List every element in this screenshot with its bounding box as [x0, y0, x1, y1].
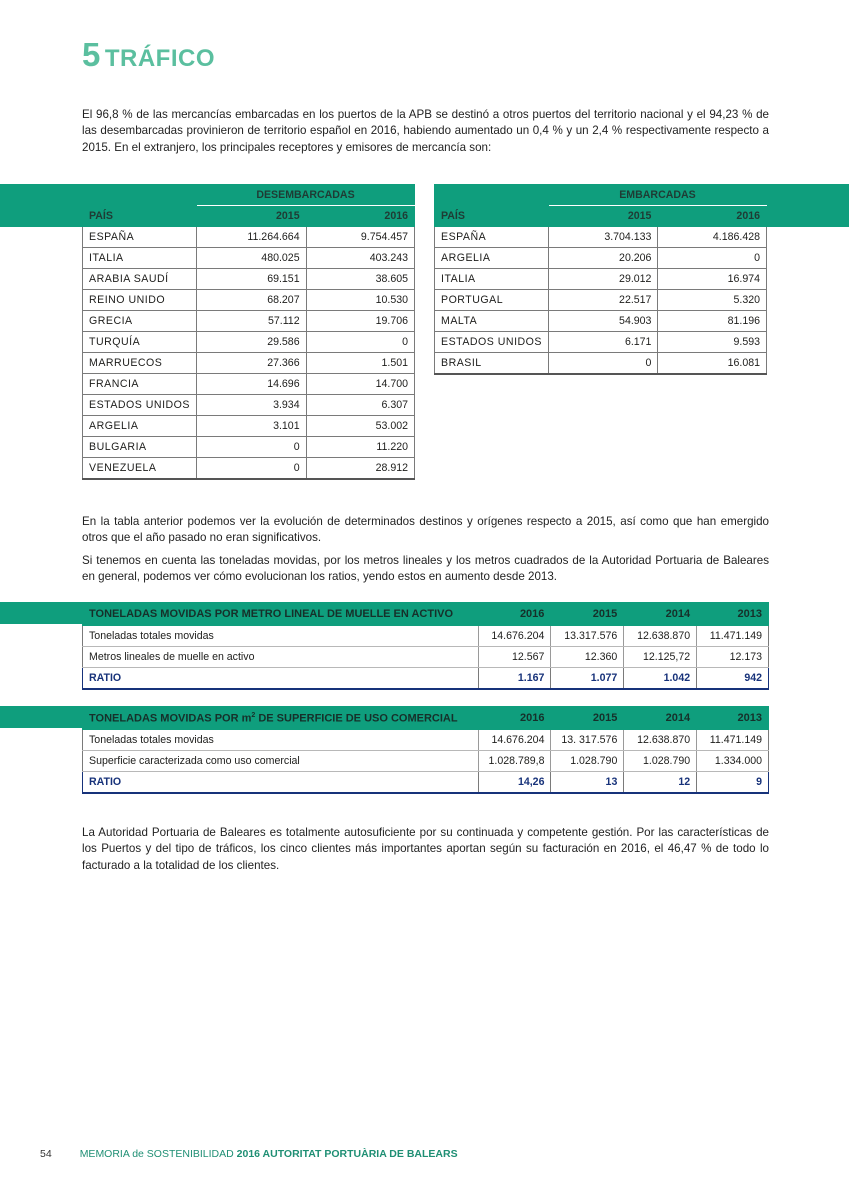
country-cell: ARABIA SAUDÍ: [83, 269, 197, 290]
value-2016-cell: 0: [658, 248, 767, 269]
row-label: Toneladas totales movidas: [83, 626, 479, 647]
value-2016-cell: 38.605: [306, 269, 414, 290]
row-label: Toneladas totales movidas: [83, 730, 479, 751]
ratio-surface-title: [83, 707, 479, 730]
country-cell: ITALIA: [435, 269, 549, 290]
intro-paragraph: El 96,8 % de las mercancías embarcadas en los puertos de la APB se destinó a otros puertos del territorio nacional y el 94,23 % de las desembarcadas provinieron de territorio español en 2016, habiendo aumentado un 0,4 % y un 2,4 % respectivamente respecto a 2015. En el extranjero, los principales receptores y emisores de mercancía son:: [82, 108, 769, 154]
table-row: [435, 311, 767, 332]
embarcadas-col-2016: 2016: [658, 206, 767, 227]
ratio-surface-year: 2014: [624, 707, 697, 730]
value-2016-cell: 16.081: [658, 353, 767, 375]
value-2016-cell: 4.186.428: [658, 227, 767, 248]
footer-bold: 2016 AUTORITAT PORTUÀRIA DE BALEARS: [236, 1148, 458, 1160]
table-row: [83, 458, 415, 480]
embarcadas-col-country: PAÍS: [435, 206, 549, 227]
ratio-value-cell: 12: [624, 772, 697, 794]
ratio-linear-year: 2013: [697, 603, 769, 626]
value-2015-cell: 68.207: [196, 290, 306, 311]
ratio-surface-title-post: DE SUPERFICIE DE USO COMERCIAL: [255, 712, 458, 725]
country-cell: MALTA: [435, 311, 549, 332]
ratio-label: RATIO: [83, 668, 479, 690]
section-title: [82, 36, 215, 74]
ratio-value-cell: 942: [697, 668, 769, 690]
value-2016-cell: 9.593: [658, 332, 767, 353]
value-2016-cell: 53.002: [306, 416, 414, 437]
table-row: [83, 395, 415, 416]
value-cell: 1.028.789,8: [478, 751, 551, 772]
ratio-surface-year: 2013: [697, 707, 769, 730]
ratio-value-cell: 14,26: [478, 772, 551, 794]
value-cell: 12.125,72: [624, 647, 697, 668]
ratio-linear-year: 2016: [478, 603, 551, 626]
value-2016-cell: 9.754.457: [306, 227, 414, 248]
value-cell: 12.638.870: [624, 626, 697, 647]
ratio-value-cell: 9: [697, 772, 769, 794]
country-cell: ESTADOS UNIDOS: [83, 395, 197, 416]
table-ratio-linear: [82, 602, 769, 690]
value-2015-cell: 20.206: [548, 248, 657, 269]
value-cell: 1.028.790: [551, 751, 624, 772]
band-ratio-surface: [0, 706, 82, 728]
desembarcadas-col-2015: 2015: [196, 206, 306, 227]
value-2015-cell: 0: [548, 353, 657, 375]
ratio-row: [83, 668, 769, 690]
value-cell: 12.360: [551, 647, 624, 668]
table-row: [83, 227, 415, 248]
value-2016-cell: 19.706: [306, 311, 414, 332]
table-row: [83, 437, 415, 458]
desembarcadas-col-country: PAÍS: [83, 206, 197, 227]
country-cell: REINO UNIDO: [83, 290, 197, 311]
table-row: [83, 416, 415, 437]
value-cell: 13. 317.576: [551, 730, 624, 751]
country-cell: ITALIA: [83, 248, 197, 269]
table-row: [83, 332, 415, 353]
ratios-paragraph: Si tenemos en cuenta las toneladas movidas, por los metros lineales y los metros cuadrados de la Autoridad Portuaria de Baleares en general, podemos ver cómo evolucionan los ratios, yendo estos en aumento desde 2013.: [82, 554, 769, 584]
band-ratio-linear: [0, 602, 82, 624]
value-2016-cell: 14.700: [306, 374, 414, 395]
value-cell: 14.676.204: [478, 626, 551, 647]
value-2015-cell: 54.903: [548, 311, 657, 332]
country-cell: ESPAÑA: [83, 227, 197, 248]
value-2015-cell: 27.366: [196, 353, 306, 374]
country-cell: BRASIL: [435, 353, 549, 375]
value-cell: 14.676.204: [478, 730, 551, 751]
country-cell: ESPAÑA: [435, 227, 549, 248]
row-label: Metros lineales de muelle en activo: [83, 647, 479, 668]
value-2015-cell: 29.586: [196, 332, 306, 353]
value-2016-cell: 1.501: [306, 353, 414, 374]
ratio-value-cell: 1.077: [551, 668, 624, 690]
table-ratio-surface: [82, 706, 769, 794]
value-2016-cell: 6.307: [306, 395, 414, 416]
value-2015-cell: 22.517: [548, 290, 657, 311]
value-cell: 11.471.149: [697, 730, 769, 751]
table-row: [435, 290, 767, 311]
table-row: [83, 730, 769, 751]
country-cell: TURQUÍA: [83, 332, 197, 353]
value-2015-cell: 0: [196, 437, 306, 458]
value-cell: 1.028.790: [624, 751, 697, 772]
country-cell: VENEZUELA: [83, 458, 197, 480]
country-cell: ESTADOS UNIDOS: [435, 332, 549, 353]
value-2015-cell: 57.112: [196, 311, 306, 332]
table-row: [435, 227, 767, 248]
table-row: [83, 374, 415, 395]
page-number: 54: [40, 1148, 52, 1160]
embarcadas-group-header: EMBARCADAS: [548, 185, 766, 206]
ratio-value-cell: 13: [551, 772, 624, 794]
value-cell: 11.471.149: [697, 626, 769, 647]
ratio-value-cell: 1.042: [624, 668, 697, 690]
table-row: [83, 248, 415, 269]
desembarcadas-col-2016: 2016: [306, 206, 414, 227]
country-cell: GRECIA: [83, 311, 197, 332]
table-row: [83, 353, 415, 374]
ratio-row: [83, 772, 769, 794]
evolution-paragraph: En la tabla anterior podemos ver la evolución de determinados destinos y orígenes respecto a 2015, así como que han emergido otros que el año pasado no eran significativos.: [82, 515, 769, 545]
value-2016-cell: 5.320: [658, 290, 767, 311]
value-2016-cell: 403.243: [306, 248, 414, 269]
table-row: [83, 626, 769, 647]
value-cell: 13.317.576: [551, 626, 624, 647]
table-row: [83, 269, 415, 290]
ratio-linear-year: 2014: [624, 603, 697, 626]
ratio-surface-title-pre: TONELADAS MOVIDAS POR m: [89, 712, 252, 725]
value-2015-cell: 3.934: [196, 395, 306, 416]
section-heading: TRÁFICO: [104, 45, 216, 72]
value-2015-cell: 0: [196, 458, 306, 480]
value-2015-cell: 14.696: [196, 374, 306, 395]
ratio-value-cell: 1.167: [478, 668, 551, 690]
value-cell: 12.567: [478, 647, 551, 668]
table-desembarcadas: [82, 184, 415, 480]
table-row: [435, 248, 767, 269]
row-label: Superficie caracterizada como uso comercial: [83, 751, 479, 772]
country-cell: PORTUGAL: [435, 290, 549, 311]
footer-prefix: MEMORIA de SOSTENIBILIDAD: [79, 1148, 234, 1160]
value-2016-cell: 0: [306, 332, 414, 353]
value-2016-cell: 16.974: [658, 269, 767, 290]
value-2016-cell: 10.530: [306, 290, 414, 311]
country-cell: ARGELIA: [435, 248, 549, 269]
country-cell: ARGELIA: [83, 416, 197, 437]
closing-paragraph: La Autoridad Portuaria de Baleares es totalmente autosuficiente por su continuada y competente gestión. Por las características de los Puertos y del tipo de tráficos, los cinco clientes más importantes aportan según su facturación en 2016, el 46,47 % de todo lo facturado a la totalidad de los clientes.: [82, 826, 769, 872]
section-number: 5: [82, 36, 101, 73]
value-cell: 1.334.000: [697, 751, 769, 772]
country-cell: BULGARIA: [83, 437, 197, 458]
value-2016-cell: 28.912: [306, 458, 414, 480]
value-2015-cell: 69.151: [196, 269, 306, 290]
value-cell: 12.638.870: [624, 730, 697, 751]
page-footer: [40, 1148, 458, 1160]
country-cell: FRANCIA: [83, 374, 197, 395]
value-cell: 12.173: [697, 647, 769, 668]
table-embarcadas: [434, 184, 767, 375]
embarcadas-col-2015: 2015: [548, 206, 657, 227]
desembarcadas-group-header: DESEMBARCADAS: [196, 185, 414, 206]
table-row: [435, 269, 767, 290]
value-2016-cell: 11.220: [306, 437, 414, 458]
value-2015-cell: 29.012: [548, 269, 657, 290]
ratio-surface-year: 2015: [551, 707, 624, 730]
table-row: [83, 751, 769, 772]
ratio-linear-title: TONELADAS MOVIDAS POR METRO LINEAL DE MUELLE EN ACTIVO: [83, 603, 479, 626]
value-2015-cell: 480.025: [196, 248, 306, 269]
table-row: [83, 311, 415, 332]
ratio-label: RATIO: [83, 772, 479, 794]
table-row: [83, 290, 415, 311]
value-2015-cell: 3.101: [196, 416, 306, 437]
ratio-linear-year: 2015: [551, 603, 624, 626]
value-2016-cell: 81.196: [658, 311, 767, 332]
table-row: [435, 353, 767, 375]
value-2015-cell: 6.171: [548, 332, 657, 353]
ratio-surface-title-sup: 2: [251, 711, 256, 719]
table-row: [83, 647, 769, 668]
country-cell: MARRUECOS: [83, 353, 197, 374]
value-2015-cell: 11.264.664: [196, 227, 306, 248]
ratio-surface-year: 2016: [478, 707, 551, 730]
table-row: [435, 332, 767, 353]
value-2015-cell: 3.704.133: [548, 227, 657, 248]
